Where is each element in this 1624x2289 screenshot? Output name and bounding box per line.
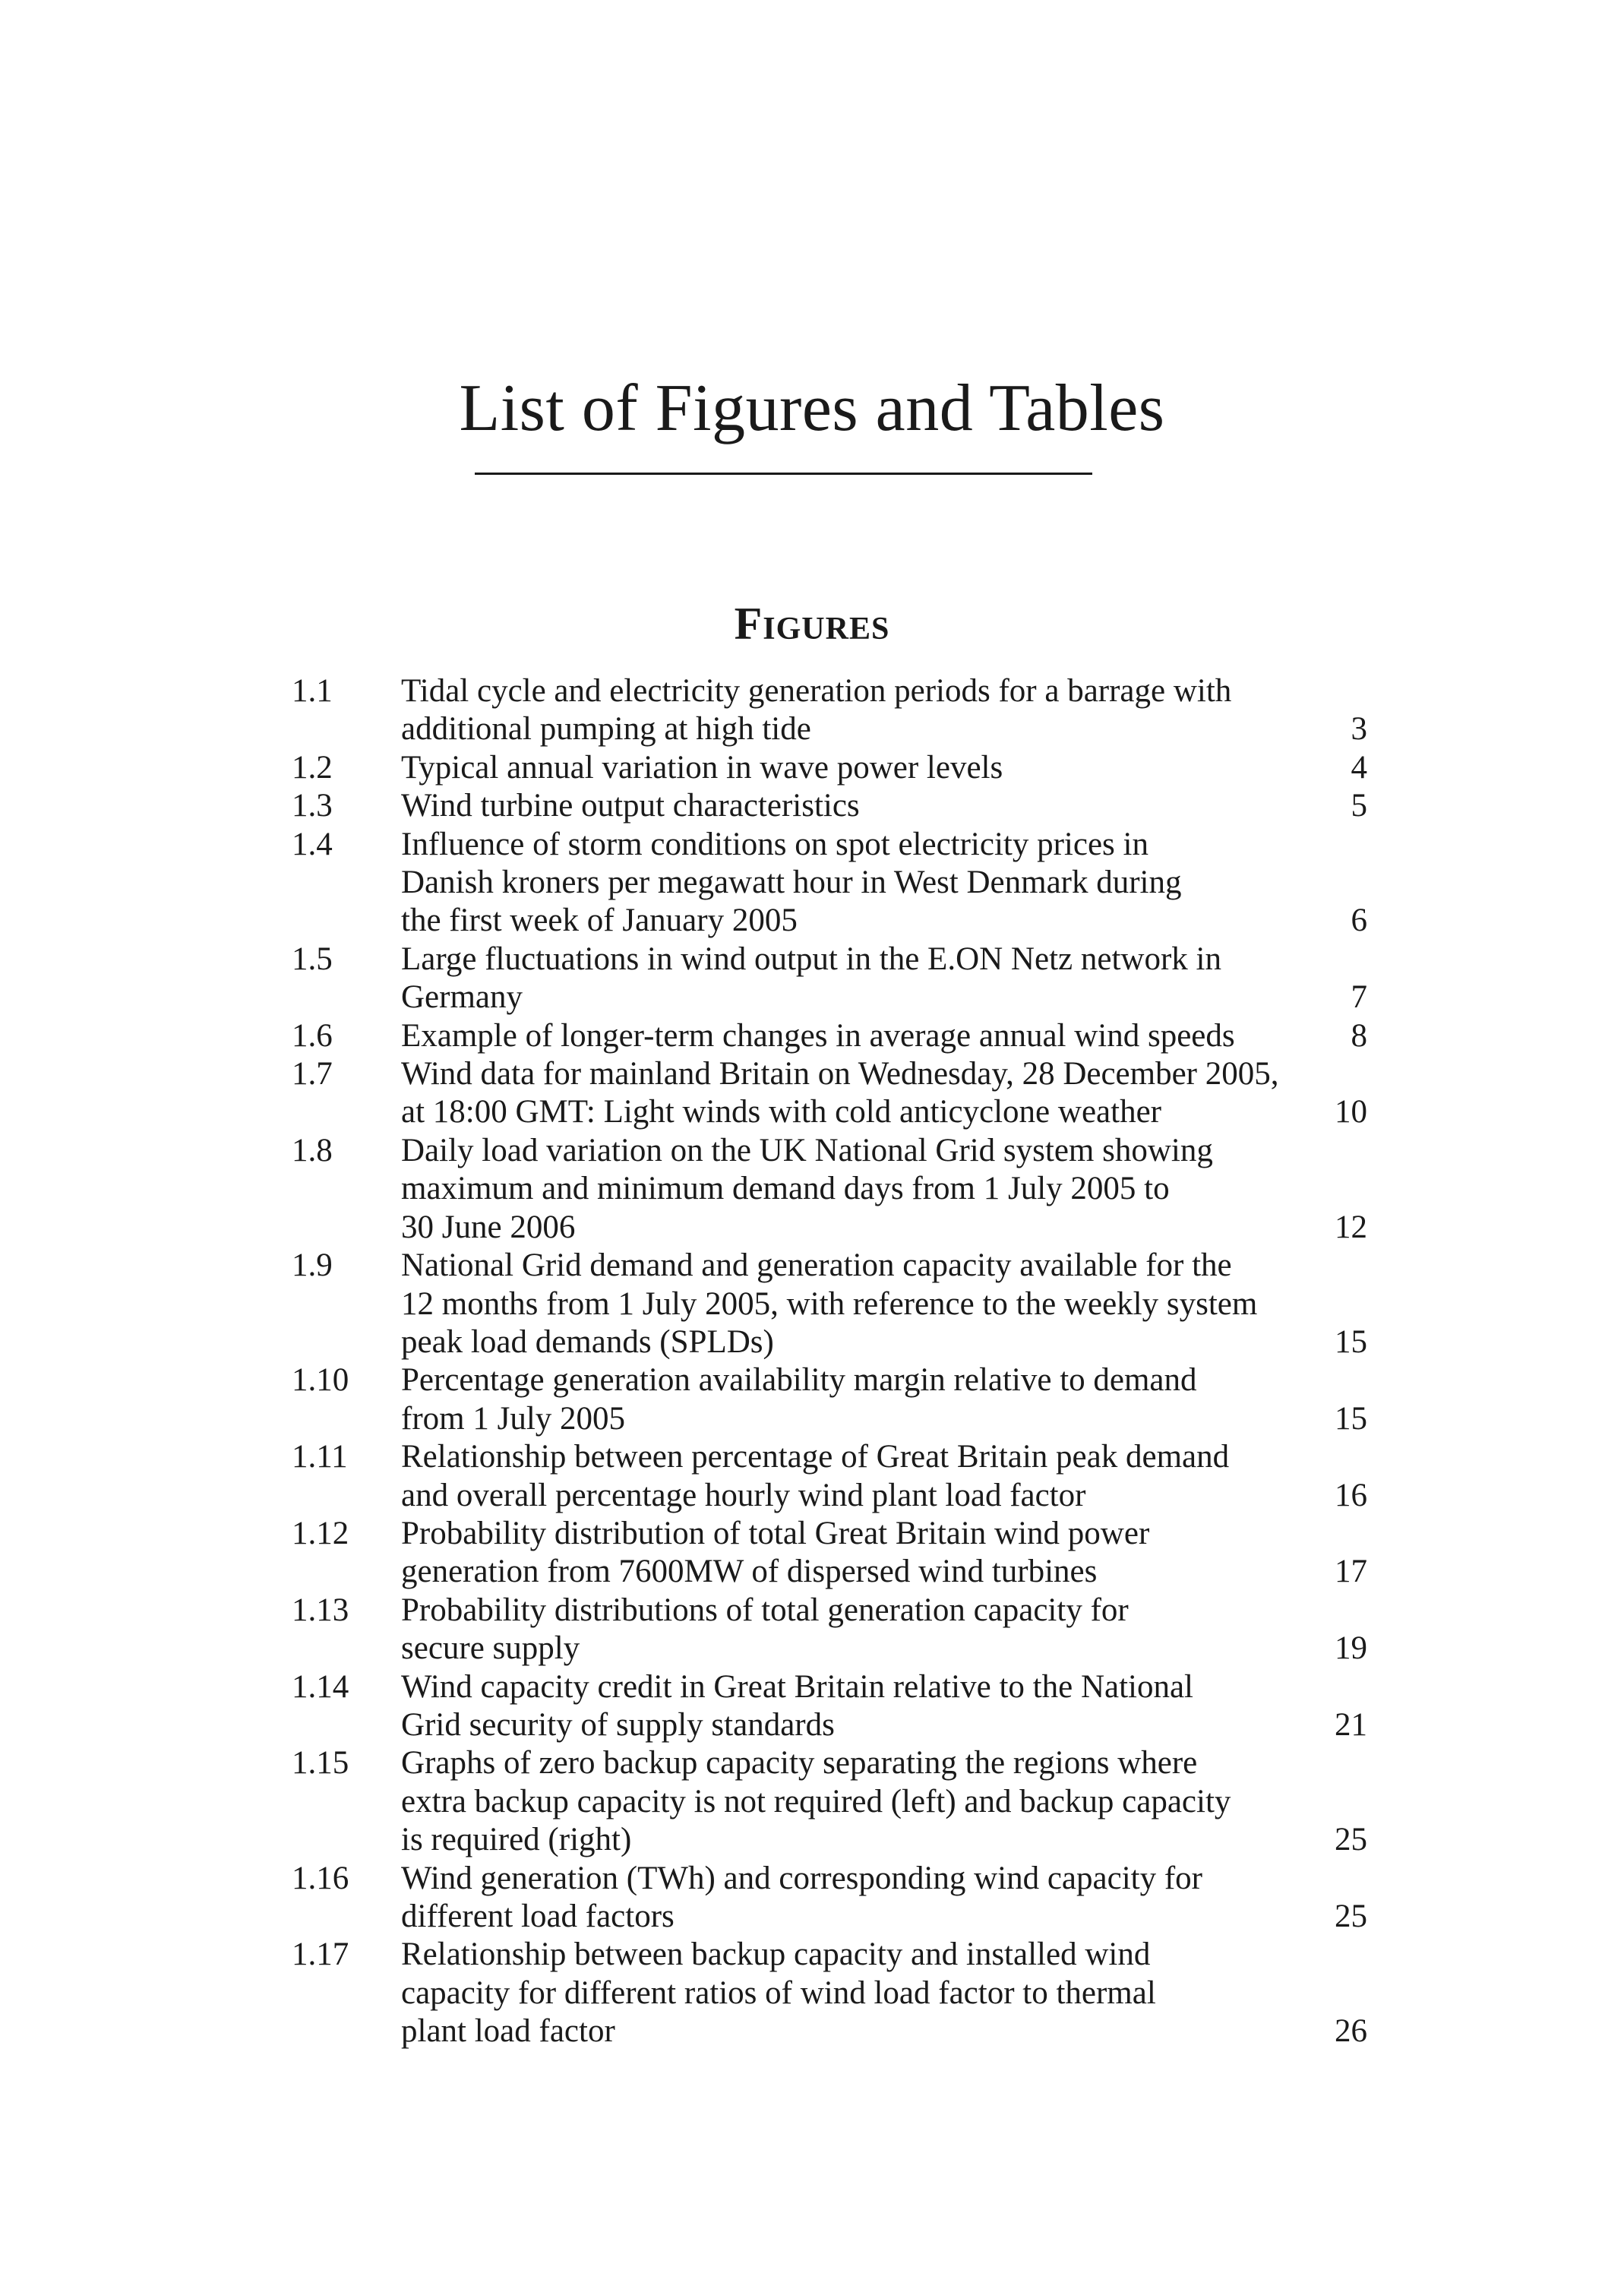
figure-entry — [292, 1247, 1367, 1361]
figure-number: 1.15 — [292, 1745, 349, 1782]
figure-entry — [292, 1515, 1367, 1592]
figure-page-number: 3 — [1351, 711, 1367, 748]
figure-entry — [292, 672, 1367, 749]
figure-entry — [292, 1361, 1367, 1438]
figure-caption: Relationship between backup capacity and installed wind capacity for different ratios of wind load factor to thermal plant load factor — [401, 1936, 1156, 2050]
figure-caption: Daily load variation on the UK National Grid system showing maximum and minimum demand days from 1 July 2005 to 30 June 2006 — [401, 1132, 1213, 1245]
figure-page-number: 12 — [1335, 1209, 1367, 1245]
figure-entry — [292, 1592, 1367, 1668]
figure-caption: National Grid demand and generation capacity available for the 12 months from 1 July 2005, with reference to the weekly system peak load demands (SPLDs) — [401, 1247, 1258, 1360]
figure-page-number: 7 — [1351, 979, 1367, 1016]
figure-entry — [292, 941, 1367, 1017]
figure-number: 1.17 — [292, 1936, 349, 1973]
figure-entry — [292, 1017, 1367, 1055]
figure-caption: Graphs of zero backup capacity separating the regions where extra backup capacity is not required (left) and backup capacity is required (right) — [401, 1745, 1231, 1858]
figure-number: 1.12 — [292, 1515, 349, 1551]
figure-entry — [292, 1438, 1367, 1515]
figure-page-number: 21 — [1335, 1706, 1367, 1743]
figure-caption: Example of longer-term changes in average annual wind speeds — [401, 1017, 1235, 1054]
figure-page-number: 26 — [1335, 2013, 1367, 2050]
figure-number: 1.6 — [292, 1017, 333, 1054]
figure-entry — [292, 1744, 1367, 1859]
figure-number: 1.14 — [292, 1668, 349, 1705]
figure-number: 1.4 — [292, 826, 333, 862]
figure-entry — [292, 749, 1367, 787]
figure-page-number: 16 — [1335, 1477, 1367, 1513]
figure-caption: Probability distributions of total generation capacity for secure supply — [401, 1592, 1129, 1667]
figure-page-number: 10 — [1335, 1094, 1367, 1130]
figure-caption: Wind capacity credit in Great Britain relative to the National Grid security of supply standards — [401, 1668, 1194, 1743]
figure-number: 1.13 — [292, 1592, 349, 1628]
figure-caption: Wind data for mainland Britain on Wednesday, 28 December 2005, at 18:00 GMT: Light winds with cold anticyclone weather — [401, 1056, 1279, 1130]
figure-caption: Influence of storm conditions on spot electricity prices in Danish kroners per megawatt hour in West Denmark during the first week of January 2005 — [401, 826, 1182, 939]
figure-caption: Relationship between percentage of Great Britain peak demand and overall percentage hourly wind plant load factor — [401, 1439, 1230, 1513]
figure-number: 1.5 — [292, 941, 333, 977]
figure-page-number: 25 — [1335, 1822, 1367, 1858]
figure-number: 1.11 — [292, 1439, 348, 1475]
figure-page-number: 15 — [1335, 1400, 1367, 1437]
figure-caption: Wind turbine output characteristics — [401, 788, 860, 824]
figure-number: 1.3 — [292, 788, 333, 824]
figure-number: 1.1 — [292, 673, 333, 709]
figure-caption: Typical annual variation in wave power levels — [401, 749, 1003, 786]
figure-entry — [292, 1860, 1367, 1936]
figure-entry — [292, 1668, 1367, 1745]
figure-number: 1.16 — [292, 1860, 349, 1896]
figure-number: 1.8 — [292, 1132, 333, 1168]
figure-entry — [292, 826, 1367, 941]
figure-entry — [292, 787, 1367, 825]
figure-number: 1.10 — [292, 1362, 349, 1399]
figure-page-number: 8 — [1351, 1017, 1367, 1054]
figure-list — [292, 672, 1367, 2051]
figure-entry — [292, 1055, 1367, 1132]
figure-page-number: 15 — [1335, 1323, 1367, 1360]
figure-page-number: 4 — [1351, 749, 1367, 786]
figure-page-number: 19 — [1335, 1630, 1367, 1667]
figure-page-number: 17 — [1335, 1554, 1367, 1590]
title-rule — [475, 473, 1092, 475]
figure-number: 1.9 — [292, 1247, 333, 1284]
page-title: List of Figures and Tables — [459, 371, 1165, 445]
figure-page-number: 25 — [1335, 1899, 1367, 1934]
figure-entry — [292, 1936, 1367, 2050]
figure-page-number: 5 — [1351, 788, 1367, 824]
figure-caption: Percentage generation availability margin relative to demand from 1 July 2005 — [401, 1362, 1197, 1437]
figure-caption: Probability distribution of total Great Britain wind power generation from 7600MW of dispersed wind turbines — [401, 1515, 1150, 1590]
figure-entry — [292, 1132, 1367, 1247]
section-heading-figures: Figures — [734, 599, 890, 649]
figure-caption: Large fluctuations in wind output in the E.ON Netz network in Germany — [401, 941, 1221, 1016]
figure-number: 1.7 — [292, 1056, 333, 1092]
figure-number: 1.2 — [292, 749, 333, 786]
figure-caption: Tidal cycle and electricity generation periods for a barrage with additional pumping at high tide — [401, 673, 1232, 748]
figure-page-number: 6 — [1351, 903, 1367, 939]
figure-caption: Wind generation (TWh) and corresponding wind capacity for different load factors — [401, 1860, 1202, 1934]
